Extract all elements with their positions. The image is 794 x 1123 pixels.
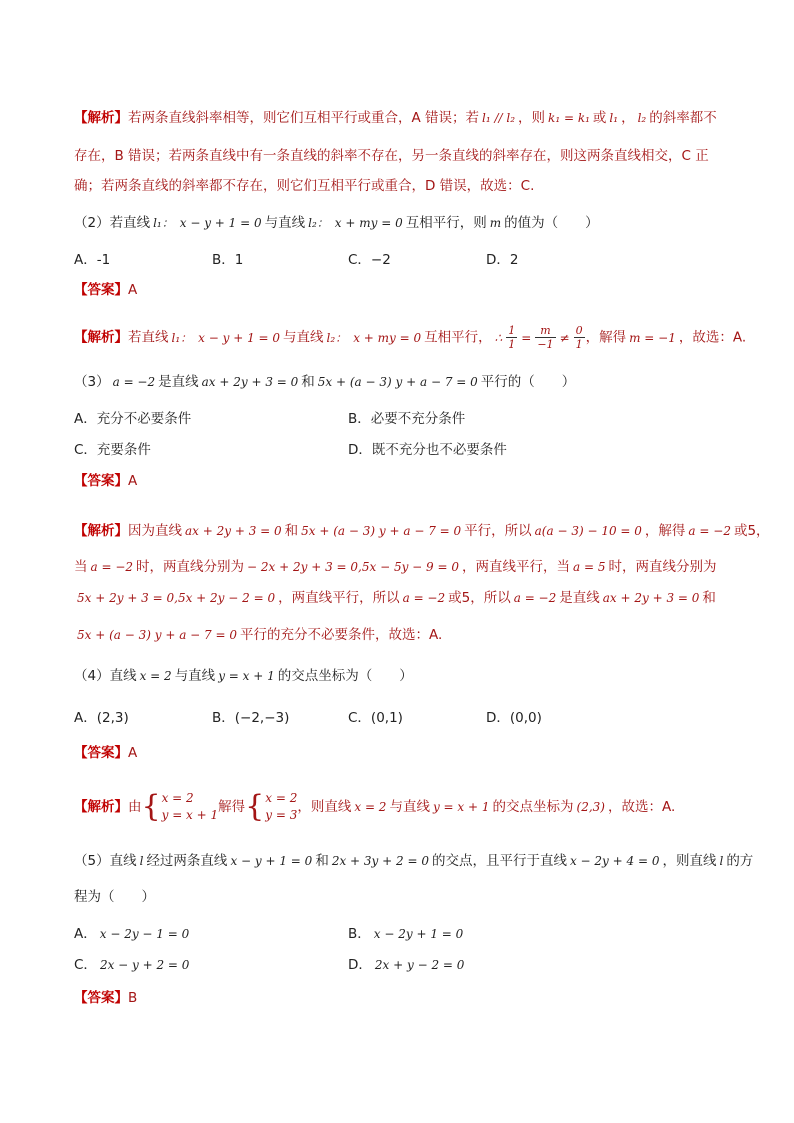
solution-3-line-1: 【解析】因为直线 ax + 2y + 3 = 0 和 5x + (a − 3) y + a − 7 = 0 平行，所以 a(a − 3) − 10 = 0 ，解得 a = −2 或5， (74, 523, 770, 539)
solution-1-line-1: 【解析】若两条直线斜率相等，则它们互相平行或重合，A 错误；若 l₁ // l₂ ，则 k₁ = k₁ 或 l₁ ， l₂ 的斜率都不 (74, 110, 717, 126)
fraction: $\frac{m}{-1}$ (537, 324, 554, 351)
q5-option-c: C． 2x − y + 2 = 0 (74, 957, 190, 973)
q4-option-b: B．(−2,−3) (212, 710, 290, 726)
q3-option-a: A．充分不必要条件 (74, 411, 192, 427)
q3-option-d: D．既不充分也不必要条件 (348, 442, 507, 458)
q2-option-d: D．2 (486, 252, 519, 268)
q2-option-b: B．1 (212, 252, 244, 268)
equation-system: x = 2 y = x + 1 (161, 791, 219, 822)
q3-option-c: C．充要条件 (74, 442, 151, 458)
solution-3-line-3: 5x + 2y + 3 = 0,5x + 2y − 2 = 0 ，两直线平行，所以 a = −2 或5，所以 a = −2 是直线 ax + 2y + 3 = 0 和 (77, 590, 716, 606)
q2-option-a: A．-1 (74, 252, 111, 268)
q5-option-a: A． x − 2y − 1 = 0 (74, 926, 190, 942)
solution-1-line-3: 确；若两条直线的斜率都不存在，则它们互相平行或重合，D 错误，故选：C. (74, 178, 535, 194)
solution-4: 【解析】由{ x = 2 y = x + 1 解得{ x = 2 y = 3 ，则直线 x = 2 与直线 y = x + 1 的交点坐标为 (2,3) ，故选：A. (74, 789, 676, 824)
answer-3: 【答案】A (74, 473, 138, 489)
q5-option-b: B． x − 2y + 1 = 0 (348, 926, 464, 942)
question-5-stem-line-2: 程为（ ） (74, 889, 155, 905)
jiexi-tag: 【解析】 (74, 110, 128, 126)
left-brace: { (245, 789, 265, 824)
solution-3-line-2: 当 a = −2 时，两直线分别为 − 2x + 2y + 3 = 0,5x − 5y − 9 = 0 ，两直线平行，当 a = 5 时，两直线分别为 (74, 559, 717, 575)
question-5-stem-line-1: （5）直线 l 经过两条直线 x − y + 1 = 0 和 2x + 3y + 2 = 0 的交点，且平行于直线 x − 2y + 4 = 0 ，则直线 l 的方 (74, 853, 754, 869)
equation-system: x = 2 y = 3 (265, 791, 298, 822)
q4-option-d: D．(0,0) (486, 710, 542, 726)
fraction: $\frac{1}{1}$ (508, 324, 516, 351)
solution-1-line-2: 存在，B 错误；若两条直线中有一条直线的斜率不存在，另一条直线的斜率存在，则这两条直线相交，C 正 (74, 148, 709, 164)
q2-option-c: C．−2 (348, 252, 391, 268)
answer-4: 【答案】A (74, 745, 138, 761)
answer-2: 【答案】A (74, 282, 138, 298)
left-brace: { (141, 789, 161, 824)
q3-option-b: B．必要不充分条件 (348, 411, 466, 427)
q5-option-d: D． 2x + y − 2 = 0 (348, 957, 465, 973)
answer-5: 【答案】B (74, 990, 138, 1006)
q4-option-c: C．(0,1) (348, 710, 403, 726)
fraction: $\frac{0}{1}$ (575, 324, 583, 351)
solution-3-line-4: 5x + (a − 3) y + a − 7 = 0 平行的充分不必要条件，故选：A. (77, 627, 443, 643)
question-2-stem: （2）若直线 l₁： x − y + 1 = 0 与直线 l₂： x + my = 0 互相平行，则 m 的值为（ ） (74, 215, 599, 231)
question-3-stem: （3） a = −2 是直线 ax + 2y + 3 = 0 和 5x + (a − 3) y + a − 7 = 0 平行的（ ） (74, 374, 576, 390)
q4-option-a: A．(2,3) (74, 710, 129, 726)
solution-2: 【解析】若直线 l₁： x − y + 1 = 0 与直线 l₂： x + my = 0 互相平行， ∴ $\frac{1}{1}$ = $\frac{m}{-1}$ ≠ $\frac{0}{1}$ ，解得 m = −1 ，故选：A. (74, 324, 747, 351)
question-4-stem: （4）直线 x = 2 与直线 y = x + 1 的交点坐标为（ ） (74, 668, 413, 684)
